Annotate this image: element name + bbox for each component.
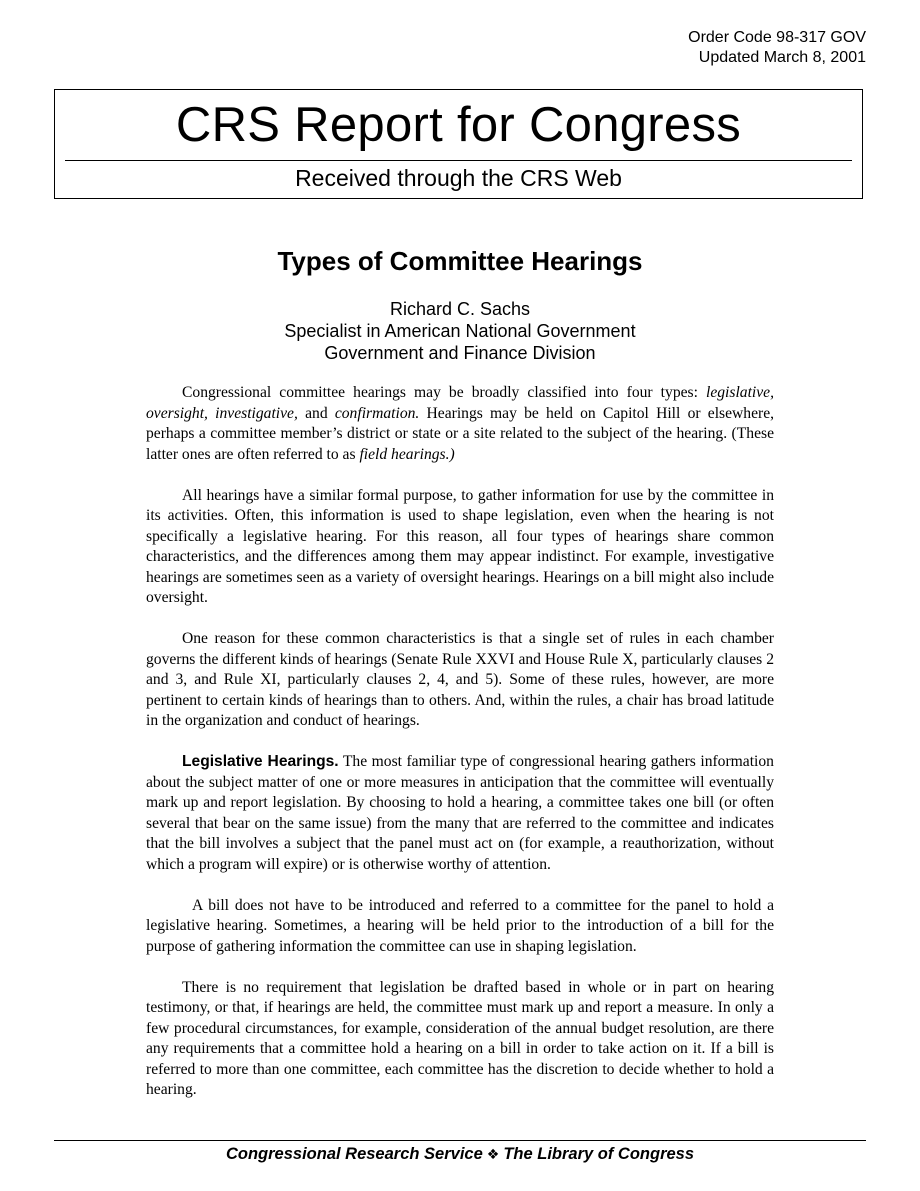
body-text [146, 383, 774, 1121]
p1-text-c: and [297, 404, 335, 422]
paragraph-6: There is no requirement that legislation be drafted based in whole or in part on hearing testimony, or that, if hearings are held, the committee must mark up and report a measure. In only a few procedural circumstances, for example, consideration of the annual budget resolution, are there any requirements that a committee hold a hearing on a bill in order to take action on it. If a bill is referred to more than one committee, each committee has the discretion to decide whether to hold a hearing. [146, 978, 774, 1098]
p4-text: The most familiar type of congressional hearing gathers information about the subject matter of one or more measures in anticipation that the committee will eventually mark up and report legislation. By choosing to hold a hearing, a committee takes one bill (or often several that bear on the same issue) from the many that are referred to the committee and indicates that the bill involves a subject that the panel must act on (for example, a reauthorization, without which a program will expire) or is otherwise worthy of attention. [146, 753, 774, 873]
updated-date: Updated March 8, 2001 [698, 49, 866, 66]
p1-text-a: Congressional committee hearings may be broadly classified into four types: [182, 384, 706, 401]
paragraph-5: A bill does not have to be introduced and referred to a committee for the panel to hold a legislative hearing. Sometimes, a hearing will be held prior to the introduction of a bill for the purpose of gathering information the committee can use in shaping legislation. [146, 896, 774, 955]
p1-types-italic: legislative, oversight, investigative, [146, 384, 774, 422]
diamond-icon: ❖ [486, 1147, 500, 1163]
banner-subtitle: Received through the CRS Web [295, 165, 622, 191]
paragraph-1 [146, 383, 774, 465]
author-name: Richard C. Sachs [389, 299, 531, 319]
order-code: Order Code 98-317 GOV [688, 29, 866, 46]
p1-text-e: Hearings may be held on Capitol Hill or elsewhere, perhaps a committee member’s district or state or a site related to the subject of the hearing. (These latter ones are often referred to as [146, 404, 775, 463]
banner-title: CRS Report for Congress [175, 98, 742, 152]
order-code-block [688, 28, 866, 68]
document-title: Types of Committee Hearings [277, 246, 643, 276]
banner-divider [65, 160, 852, 161]
author-title: Specialist in American National Government [284, 321, 636, 341]
p1-confirmation-italic: confirmation. [334, 404, 420, 422]
footer-loc: The Library of Congress [503, 1145, 695, 1163]
footer [0, 1143, 920, 1166]
paragraph-3: One reason for these common characteristics is that a single set of rules in each chamber governs the different kinds of hearings (Senate Rule XXVI and House Rule X, particularly clauses 2 and 3, and Rule XI, particularly clauses 2, 4, and 5). Some of these rules, however, are more pertinent to certain kinds of hearings than to others. And, within the rules, a chair has broad latitude in the organization and conduct of hearings. [146, 630, 774, 729]
p1-field-hearings-italic: field hearings.) [359, 445, 455, 463]
paragraph-2: All hearings have a similar formal purpose, to gather information for use by the committee in its activities. Often, this information is used to shape legislation, even when the hearing is not specifically a legislative hearing. For this reason, all four types of hearings share common characteristics, and the differences among them may appear indistinct. For example, investigative hearings are sometimes seen as a variety of oversight hearings. Hearings on a bill might also include oversight. [146, 486, 774, 606]
author-division: Government and Finance Division [324, 343, 596, 363]
legislative-hearings-heading: Legislative Hearings. [182, 753, 339, 770]
footer-divider [54, 1140, 866, 1141]
footer-crs: Congressional Research Service [225, 1145, 483, 1163]
paragraph-4 [146, 752, 774, 875]
report-banner [54, 89, 863, 199]
author-block [0, 298, 920, 364]
